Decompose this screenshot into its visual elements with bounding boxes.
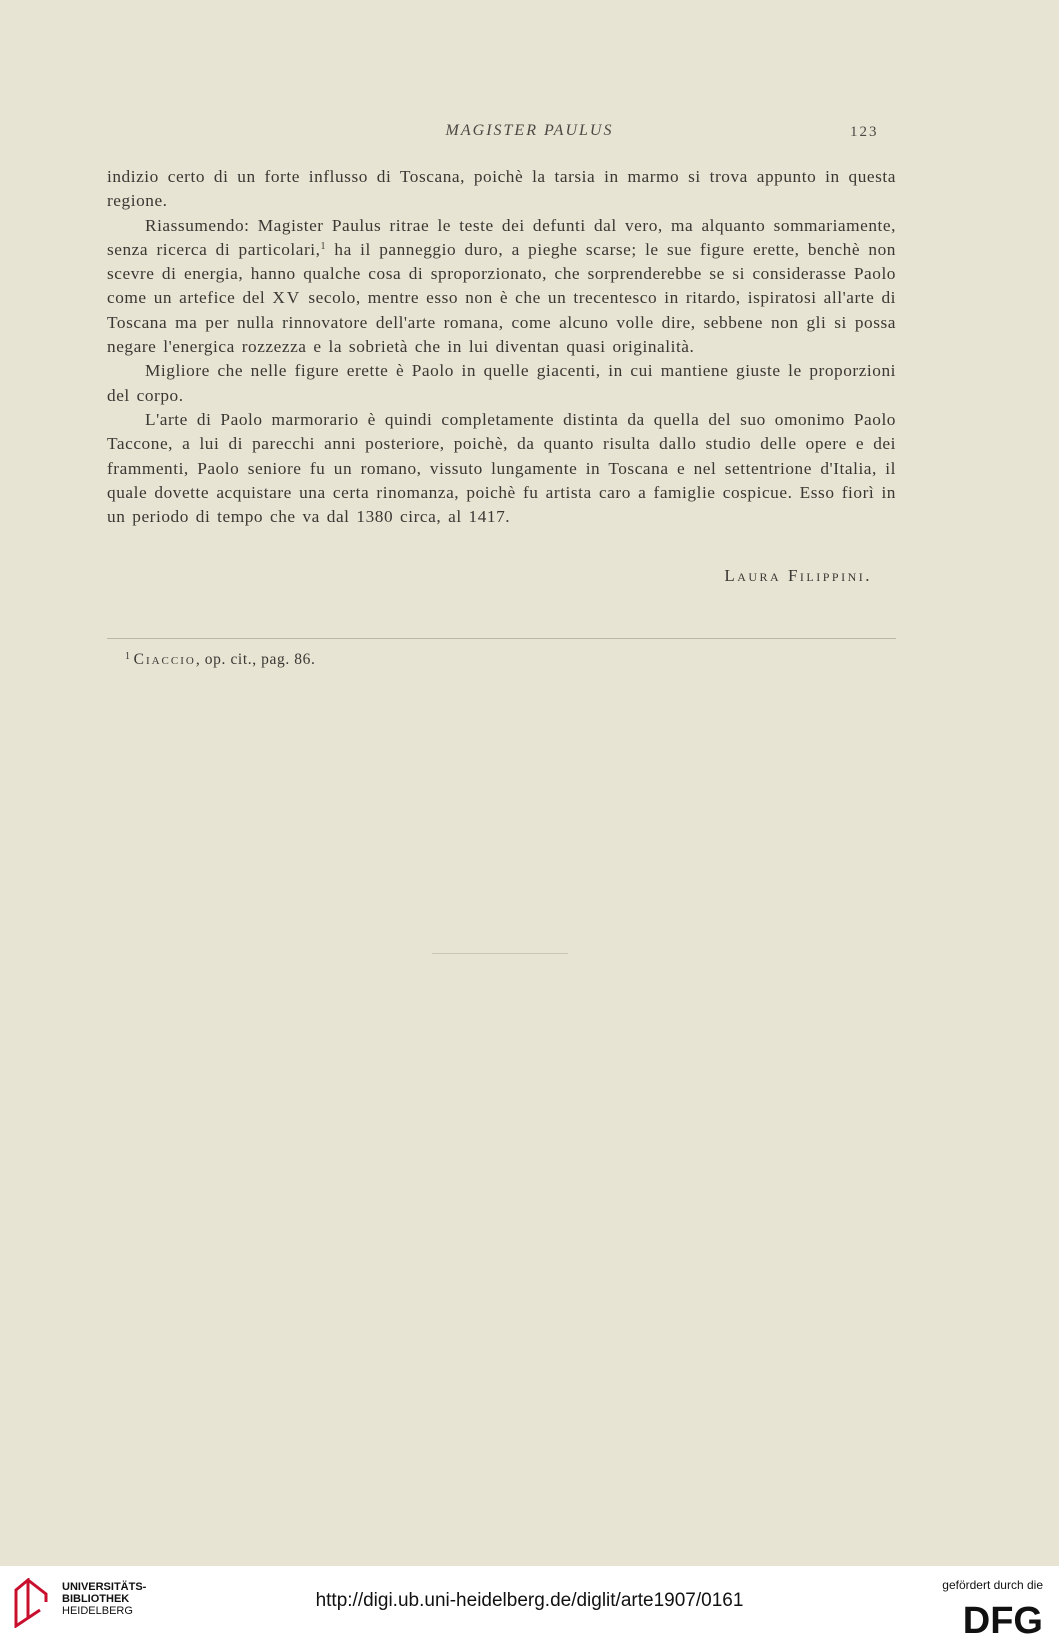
paragraph-1: indizio certo di un forte influsso di Toscana, poichè la tarsia in marmo si trova appunto in questa regione. <box>107 167 896 211</box>
footnote <box>125 651 315 669</box>
footnote-reference: 1 <box>320 240 327 252</box>
paragraph-2-part-a: Riassumendo: Magister Paulus ritrae le teste dei defunti dal vero, ma alquanto sommariamente, senza ricerca di particolari, <box>107 215 896 259</box>
paragraph-2-part-b: ha il panneggio duro, a pieghe scarse; le sue figure erette, benchè non scevre di energia, hanno qualche cosa di sproporzionato, che sorprenderebbe se si considerasse Paolo come un artefice del <box>107 239 896 308</box>
running-title: MAGISTER PAULUS <box>445 122 614 139</box>
footer-bar <box>0 1566 1059 1646</box>
footnote-text: , op. cit., pag. 86. <box>195 651 316 668</box>
library-name-line-3: HEIDELBERG <box>62 1605 133 1617</box>
library-name-line-1: UNIVERSITÄTS- <box>62 1581 147 1593</box>
permalink-url[interactable]: http://digi.ub.uni-heidelberg.de/diglit/arte1907/0161 <box>315 1590 744 1611</box>
page-number: 123 <box>850 124 879 140</box>
paragraph-3: Migliore che nelle figure erette è Paolo in quelle giacenti, in cui mantiene giuste le proporzioni del corpo. <box>107 361 896 405</box>
footnote-divider <box>107 638 896 639</box>
paragraph-4: L'arte di Paolo marmorario è quindi completamente distinta da quella del suo omonimo Paolo Taccone, a lui di parecchi anni posteriore, poichè, da quanto risulta dallo studio delle opere e dei frammenti, Paolo seniore fu un romano, vissuto lungamente in Toscana e nel settentrione d'Italia, il quale dovette acquistare una certa rinomanza, poichè fu artista caro a famiglie cospicue. Esso fiorì in un periodo di tempo che va dal 1380 circa, al 1417. <box>107 409 896 527</box>
paragraph-2 <box>107 214 896 360</box>
dfg-logo-icon <box>943 1597 1043 1637</box>
library-name-line-2: BIBLIOTHEK <box>62 1593 130 1605</box>
footnote-author: Ciaccio <box>133 651 196 668</box>
paragraph-2-part-c: secolo, mentre esso non è che un trecentesco in ritardo, ispiratosi all'arte di Toscana ma per nulla rinnovatore dell'arte romana, come alcuno volle dire, sebbene non gli si possa negare l'energica rozzezza e la sobrietà che in lui diventan quasi originalità. <box>107 288 896 357</box>
funding-note: gefördert durch die <box>942 1578 1043 1592</box>
footnote-number: 1 <box>125 651 131 662</box>
century-numeral: XV <box>272 288 302 308</box>
dfg-logo-text: DFG <box>962 1600 1043 1637</box>
author-signature: Laura Filippini. <box>724 566 872 585</box>
body-text <box>107 165 896 529</box>
page-rule <box>432 953 568 954</box>
